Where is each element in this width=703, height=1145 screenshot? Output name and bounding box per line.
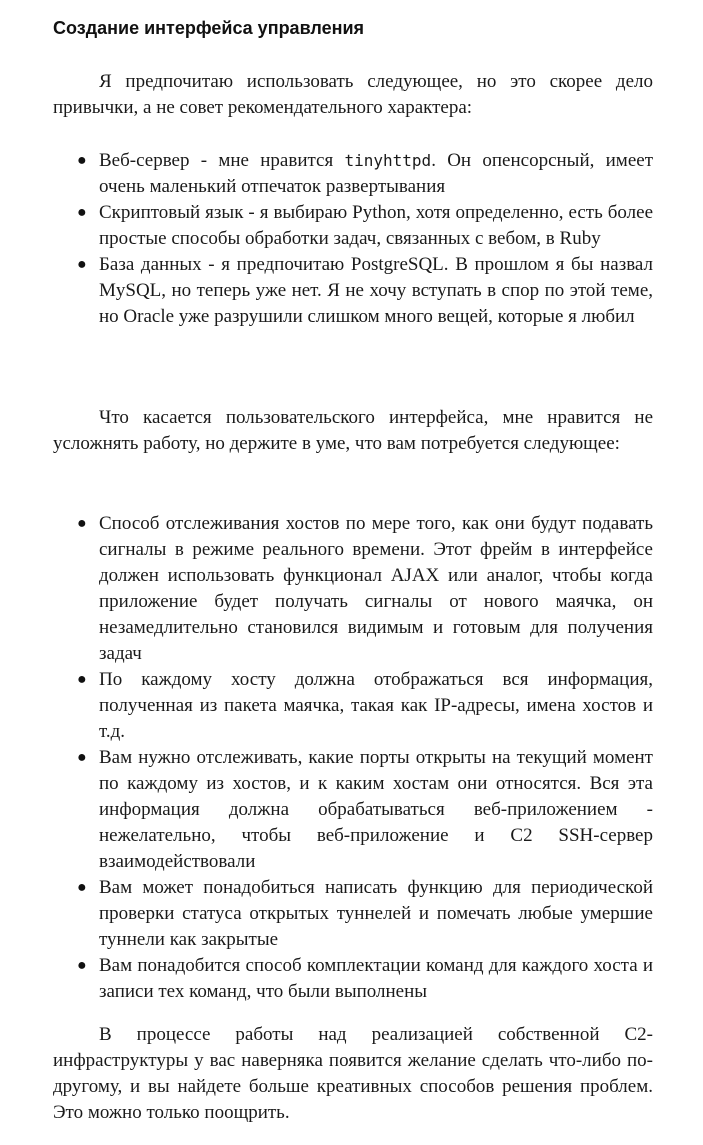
inline-code: tinyhttpd bbox=[344, 151, 432, 170]
bullet-icon: ● bbox=[77, 671, 87, 688]
list-item bbox=[53, 148, 653, 200]
bullet-icon: ● bbox=[77, 749, 87, 766]
list-item-text: Вам понадобится способ комплектации команд для каждого хоста и записи тех команд, что были выполнены bbox=[99, 955, 653, 1002]
ui-intro-paragraph: Что касается пользовательского интерфейса, мне нравится не усложнять работу, но держите в уме, что вам потребуется следующее: bbox=[53, 407, 653, 454]
list-item-text: Скриптовый язык - я выбираю Python, хотя определенно, есть более простые способы обработки задач, связанных с вебом, в Ruby bbox=[99, 202, 653, 249]
bullet-icon: ● bbox=[77, 256, 87, 273]
list-item-text: Вам нужно отслеживать, какие порты открыты на текущий момент по каждому из хостов, и к каким хостам они относятся. Вся эта информация должна обрабатываться веб-приложением - нежелательно, чтобы веб-приложение и C2 SSH-сервер взаимодействовали bbox=[99, 747, 653, 872]
section-heading: Создание интерфейса управления bbox=[53, 18, 365, 38]
preferences-list bbox=[53, 148, 653, 330]
list-item-text: Вам может понадобиться написать функцию для периодической проверки статуса открытых туннелей и помечать любые умершие туннели как закрытые bbox=[99, 877, 653, 950]
list-item-text: База данных - я предпочитаю PostgreSQL. В прошлом я бы назвал MySQL, но теперь уже нет. Я не хочу вступать в спор по этой теме, но Oracle уже разрушили слишком много вещей, которые я любил bbox=[99, 254, 653, 327]
list-item-text: По каждому хосту должна отображаться вся информация, полученная из пакета маячка, такая как IP-адресы, имена хостов и т.д. bbox=[99, 669, 653, 742]
requirements-list bbox=[53, 511, 653, 1005]
list-item bbox=[53, 745, 653, 875]
list-item bbox=[53, 200, 653, 252]
list-item bbox=[53, 252, 653, 330]
list-item bbox=[53, 875, 653, 953]
bullet-icon: ● bbox=[77, 957, 87, 974]
bullet-icon: ● bbox=[77, 204, 87, 221]
list-item bbox=[53, 953, 653, 1005]
bullet-icon: ● bbox=[77, 152, 87, 169]
list-item-text: Способ отслеживания хостов по мере того, как они будут подавать сигналы в режиме реального времени. Этот фрейм в интерфейсе должен использовать функционал AJAX или аналог, чтобы когда приложение будет получать сигналы от нового маячка, он незамедлительно становился видимым и готовым для получения задач bbox=[99, 513, 653, 664]
list-item-text: . Он опенсорсный, имеет очень маленький отпечаток развертывания bbox=[99, 150, 653, 197]
bullet-icon: ● bbox=[77, 879, 87, 896]
conclusion-paragraph: В процессе работы над реализацией собственной C2-инфраструктуры у вас наверняка появится желание сделать что-либо по-другому, и вы найдете больше креативных способов решения проблем. Это можно только поощрить. bbox=[53, 1024, 653, 1123]
list-item-text: Веб-сервер - мне нравится bbox=[99, 150, 345, 171]
intro-paragraph: Я предпочитаю использовать следующее, но это скорее дело привычки, а не совет рекомендательного характера: bbox=[53, 71, 653, 118]
list-item bbox=[53, 667, 653, 745]
bullet-icon: ● bbox=[77, 515, 87, 532]
list-item bbox=[53, 511, 653, 667]
